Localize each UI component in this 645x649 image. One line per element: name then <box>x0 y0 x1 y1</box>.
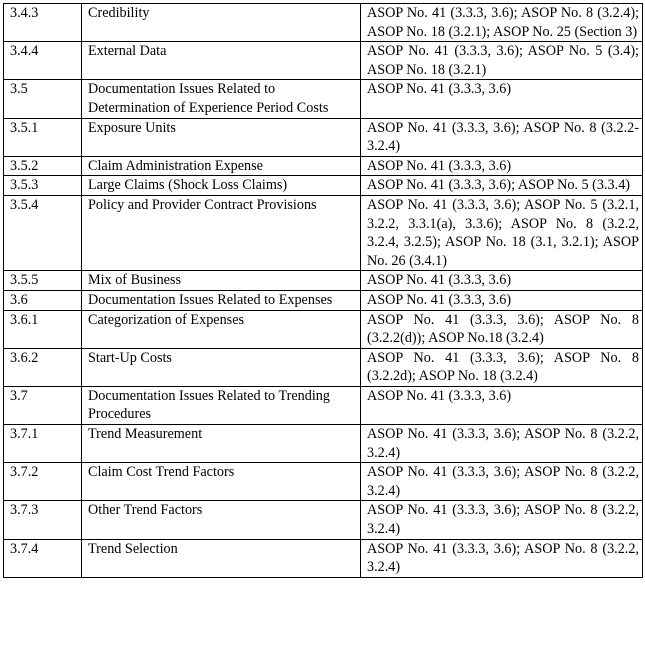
table-row <box>4 4 643 42</box>
asop-references: ASOP No. 41 (3.3.3, 3.6); ASOP No. 8 (3.2.2(d)); ASOP No.18 (3.2.4) <box>361 310 643 348</box>
section-topic: Other Trend Factors <box>82 501 361 539</box>
section-number: 3.5.1 <box>4 118 82 156</box>
section-number: 3.4.3 <box>4 4 82 42</box>
section-topic: Trend Selection <box>82 539 361 577</box>
section-number: 3.6.1 <box>4 310 82 348</box>
section-number: 3.5.5 <box>4 271 82 291</box>
asop-references: ASOP No. 41 (3.3.3, 3.6); ASOP No. 8 (3.2.2, 3.2.4) <box>361 463 643 501</box>
asop-references: ASOP No. 41 (3.3.3, 3.6); ASOP No. 8 (3.2.4); ASOP No. 18 (3.2.1); ASOP No. 25 (Section 3) <box>361 4 643 42</box>
asop-references: ASOP No. 41 (3.3.3, 3.6); ASOP No. 8 (3.2.2-3.2.4) <box>361 118 643 156</box>
section-topic: Claim Administration Expense <box>82 156 361 176</box>
table-row <box>4 271 643 291</box>
section-topic: Policy and Provider Contract Provisions <box>82 195 361 270</box>
asop-references: ASOP No. 41 (3.3.3, 3.6); ASOP No. 8 (3.2.2, 3.2.4) <box>361 539 643 577</box>
table-row <box>4 425 643 463</box>
section-number: 3.7.4 <box>4 539 82 577</box>
asop-references: ASOP No. 41 (3.3.3, 3.6); ASOP No. 5 (3.2.1, 3.2.2, 3.3.1(a), 3.3.6); ASOP No. 8 (3.2.2, 3.2.4, 3.2.5); ASOP No. 18 (3.1, 3.2.1); ASOP No. 26 (3.4.1) <box>361 195 643 270</box>
section-topic: Start-Up Costs <box>82 348 361 386</box>
asop-references: ASOP No. 41 (3.3.3, 3.6) <box>361 290 643 310</box>
table-row <box>4 310 643 348</box>
section-number: 3.7.1 <box>4 425 82 463</box>
table-row <box>4 176 643 196</box>
table-body <box>4 4 643 578</box>
asop-references: ASOP No. 41 (3.3.3, 3.6); ASOP No. 8 (3.2.2, 3.2.4) <box>361 425 643 463</box>
section-topic: Documentation Issues Related to Expenses <box>82 290 361 310</box>
section-topic: Claim Cost Trend Factors <box>82 463 361 501</box>
section-topic: Exposure Units <box>82 118 361 156</box>
section-number: 3.5 <box>4 80 82 118</box>
table-row <box>4 463 643 501</box>
asop-references: ASOP No. 41 (3.3.3, 3.6) <box>361 156 643 176</box>
section-number: 3.7 <box>4 386 82 424</box>
section-topic: Documentation Issues Related to Trending Procedures <box>82 386 361 424</box>
table-row <box>4 156 643 176</box>
section-number: 3.5.2 <box>4 156 82 176</box>
table-row <box>4 539 643 577</box>
table-row <box>4 42 643 80</box>
table-row <box>4 501 643 539</box>
table-row <box>4 386 643 424</box>
section-number: 3.5.3 <box>4 176 82 196</box>
table-row <box>4 118 643 156</box>
asop-reference-table <box>3 3 643 578</box>
asop-references: ASOP No. 41 (3.3.3, 3.6); ASOP No. 8 (3.2.2, 3.2.4) <box>361 501 643 539</box>
asop-references: ASOP No. 41 (3.3.3, 3.6) <box>361 271 643 291</box>
asop-references: ASOP No. 41 (3.3.3, 3.6); ASOP No. 5 (3.3.4) <box>361 176 643 196</box>
section-topic: Large Claims (Shock Loss Claims) <box>82 176 361 196</box>
asop-references: ASOP No. 41 (3.3.3, 3.6) <box>361 386 643 424</box>
table-row <box>4 348 643 386</box>
asop-references: ASOP No. 41 (3.3.3, 3.6) <box>361 80 643 118</box>
section-topic: Mix of Business <box>82 271 361 291</box>
section-number: 3.6.2 <box>4 348 82 386</box>
table-row <box>4 290 643 310</box>
section-topic: Credibility <box>82 4 361 42</box>
table-row <box>4 195 643 270</box>
section-number: 3.7.3 <box>4 501 82 539</box>
section-topic: Documentation Issues Related to Determination of Experience Period Costs <box>82 80 361 118</box>
table-row <box>4 80 643 118</box>
section-topic: Categorization of Expenses <box>82 310 361 348</box>
section-number: 3.5.4 <box>4 195 82 270</box>
section-number: 3.4.4 <box>4 42 82 80</box>
section-topic: External Data <box>82 42 361 80</box>
section-number: 3.7.2 <box>4 463 82 501</box>
section-number: 3.6 <box>4 290 82 310</box>
asop-references: ASOP No. 41 (3.3.3, 3.6); ASOP No. 8 (3.2.2d); ASOP No. 18 (3.2.4) <box>361 348 643 386</box>
asop-references: ASOP No. 41 (3.3.3, 3.6); ASOP No. 5 (3.4); ASOP No. 18 (3.2.1) <box>361 42 643 80</box>
section-topic: Trend Measurement <box>82 425 361 463</box>
